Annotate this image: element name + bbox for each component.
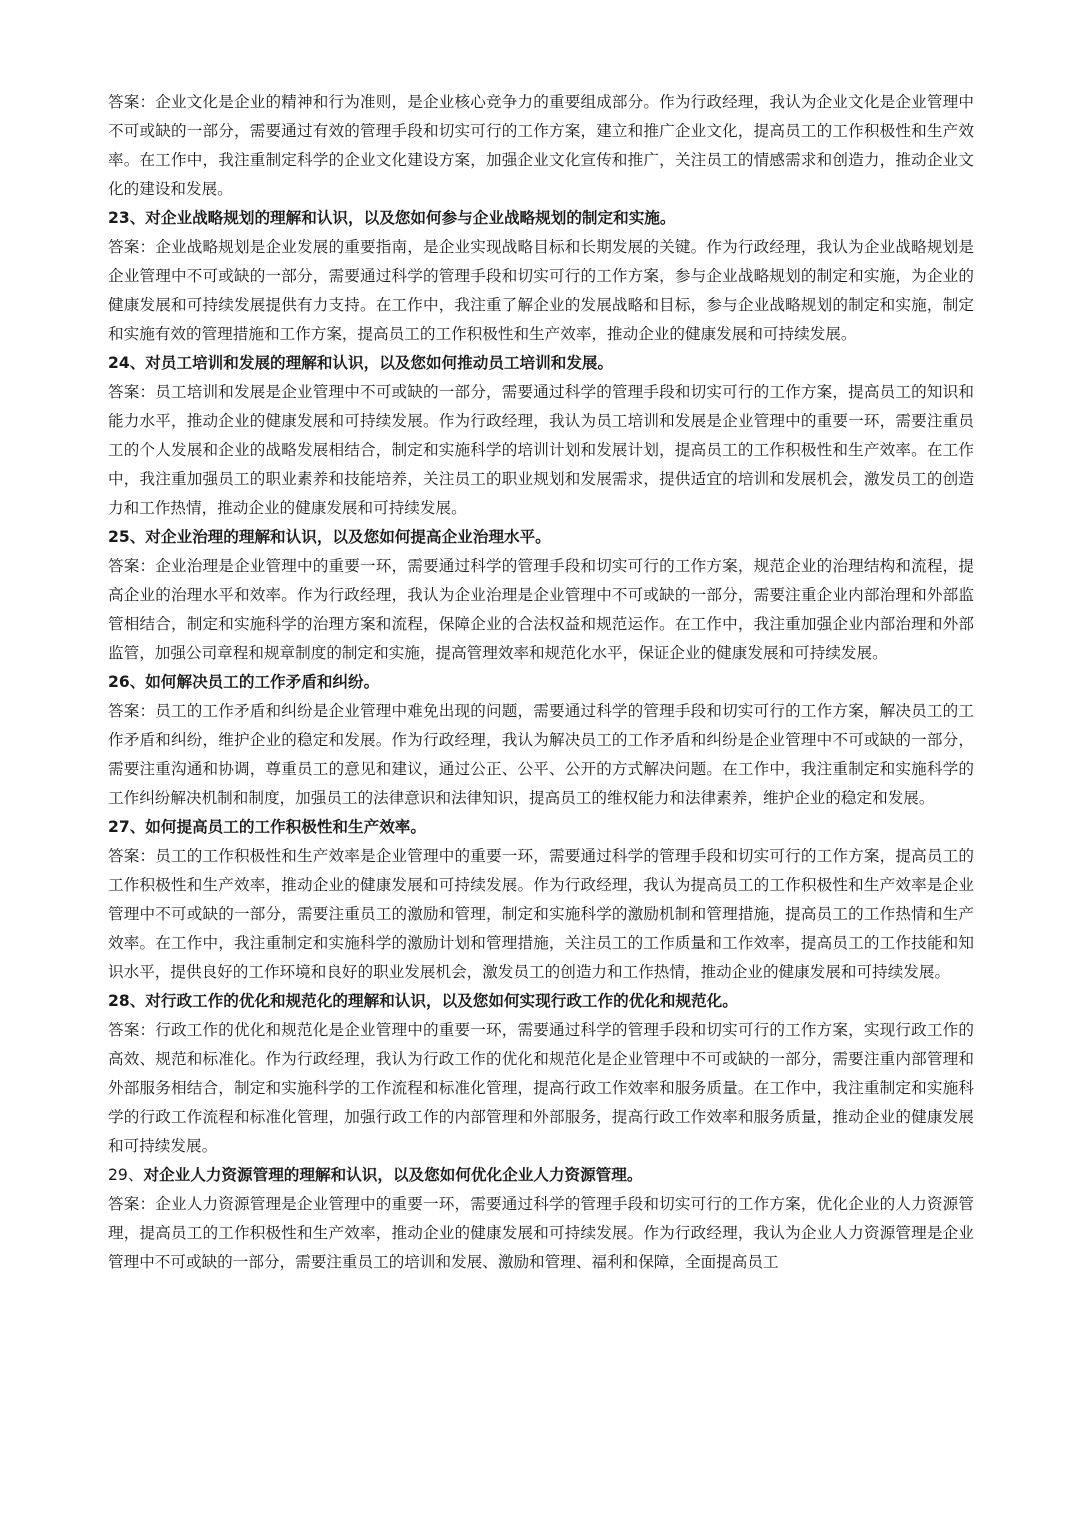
answer-text: 答案：企业治理是企业管理中的重要一环，需要通过科学的管理手段和切实可行的工作方案，规范企业的治理结构和流程，提高企业的治理水平和效率。作为行政经理，我认为企业治理是企业管理中不可或缺的一部分，需要注重企业内部治理和外部监管相结合，制定和实施科学的治理方案和流程，保障企业的合法权益和规范运作。在工作中，我注重加强企业内部治理和外部监管，加强公司章程和规章制度的制定和实施，提高管理效率和规范化水平，保证企业的健康发展和可持续发展。 bbox=[108, 557, 974, 662]
question-number: 28、 bbox=[108, 992, 146, 1010]
qa-item-27 bbox=[108, 813, 974, 987]
question-text: 对员工培训和发展的理解和认识，以及您如何推动员工培训和发展。 bbox=[145, 354, 614, 372]
question-heading bbox=[108, 813, 974, 842]
question-number: 29、 bbox=[108, 1166, 144, 1184]
question-heading bbox=[108, 204, 974, 233]
question-text: 如何提高员工的工作积极性和生产效率。 bbox=[145, 818, 426, 836]
question-heading bbox=[108, 523, 974, 552]
question-heading bbox=[108, 668, 974, 697]
qa-item-25 bbox=[108, 523, 974, 668]
qa-item-29 bbox=[108, 1161, 974, 1277]
answer-text: 答案：企业人力资源管理是企业管理中的重要一环，需要通过科学的管理手段和切实可行的工作方案，优化企业的人力资源管理，提高员工的工作积极性和生产效率，推动企业的健康发展和可持续发展。作为行政经理，我认为企业人力资源管理是企业管理中不可或缺的一部分，需要注重员工的培训和发展、激励和管理、福利和保障，全面提高员工 bbox=[108, 1195, 974, 1271]
question-heading bbox=[108, 987, 974, 1016]
qa-item-23 bbox=[108, 204, 974, 349]
answer-text: 答案：员工的工作矛盾和纠纷是企业管理中难免出现的问题，需要通过科学的管理手段和切实可行的工作方案，解决员工的工作矛盾和纠纷，维护企业的稳定和发展。作为行政经理，我认为解决员工的工作矛盾和纠纷是企业管理中不可或缺的一部分，需要注重沟通和协调，尊重员工的意见和建议，通过公正、公平、公开的方式解决问题。在工作中，我注重制定和实施科学的工作纠纷解决机制和制度，加强员工的法律意识和法律知识，提高员工的维权能力和法律素养，维护企业的稳定和发展。 bbox=[108, 702, 974, 807]
lead-answer: 答案：企业文化是企业的精神和行为准则，是企业核心竞争力的重要组成部分。作为行政经理，我认为企业文化是企业管理中不可或缺的一部分，需要通过有效的管理手段和切实可行的工作方案，建立和推广企业文化，提高员工的工作积极性和生产效率。在工作中，我注重制定科学的企业文化建设方案，加强企业文化宣传和推广，关注员工的情感需求和创造力，推动企业文化的建设和发展。 bbox=[108, 93, 974, 198]
question-text: 对行政工作的优化和规范化的理解和认识，以及您如何实现行政工作的优化和规范化。 bbox=[145, 992, 738, 1010]
question-number: 24、 bbox=[108, 354, 146, 372]
qa-item-24 bbox=[108, 349, 974, 523]
document-page bbox=[108, 88, 974, 1277]
question-text: 对企业治理的理解和认识，以及您如何提高企业治理水平。 bbox=[145, 528, 551, 546]
answer-text: 答案：员工的工作积极性和生产效率是企业管理中的重要一环，需要通过科学的管理手段和切实可行的工作方案，提高员工的工作积极性和生产效率，推动企业的健康发展和可持续发展。作为行政经理，我认为提高员工的工作积极性和生产效率是企业管理中不可或缺的一部分，需要注重员工的激励和管理，制定和实施科学的激励机制和管理措施，提高员工的工作热情和生产效率。在工作中，我注重制定和实施科学的激励计划和管理措施，关注员工的工作质量和工作效率，提高员工的工作技能和知识水平，提供良好的工作环境和良好的职业发展机会，激发员工的创造力和工作热情，推动企业的健康发展和可持续发展。 bbox=[108, 847, 974, 981]
question-number: 23、 bbox=[108, 209, 146, 227]
qa-item-28 bbox=[108, 987, 974, 1161]
question-heading bbox=[108, 349, 974, 378]
question-number: 27、 bbox=[108, 818, 146, 836]
question-text: 对企业战略规划的理解和认识，以及您如何参与企业战略规划的制定和实施。 bbox=[145, 209, 676, 227]
answer-text: 答案：员工培训和发展是企业管理中不可或缺的一部分，需要通过科学的管理手段和切实可行的工作方案，提高员工的知识和能力水平，推动企业的健康发展和可持续发展。作为行政经理，我认为员工培训和发展是企业管理中的重要一环，需要注重员工的个人发展和企业的战略发展相结合，制定和实施科学的培训计划和发展计划，提高员工的工作积极性和生产效率。在工作中，我注重加强员工的职业素养和技能培养，关注员工的职业规划和发展需求，提供适宜的培训和发展机会，激发员工的创造力和工作热情，推动企业的健康发展和可持续发展。 bbox=[108, 383, 974, 517]
question-number: 26、 bbox=[108, 673, 146, 691]
qa-item-26 bbox=[108, 668, 974, 813]
answer-text: 答案：企业战略规划是企业发展的重要指南，是企业实现战略目标和长期发展的关键。作为行政经理，我认为企业战略规划是企业管理中不可或缺的一部分，需要通过科学的管理手段和切实可行的工作方案，参与企业战略规划的制定和实施，为企业的健康发展和可持续发展提供有力支持。在工作中，我注重了解企业的发展战略和目标，参与企业战略规划的制定和实施，制定和实施有效的管理措施和工作方案，提高员工的工作积极性和生产效率，推动企业的健康发展和可持续发展。 bbox=[108, 238, 974, 343]
question-text: 如何解决员工的工作矛盾和纠纷。 bbox=[145, 673, 380, 691]
question-text: 对企业人力资源管理的理解和认识，以及您如何优化企业人力资源管理。 bbox=[143, 1166, 643, 1184]
answer-text: 答案：行政工作的优化和规范化是企业管理中的重要一环，需要通过科学的管理手段和切实可行的工作方案，实现行政工作的高效、规范和标准化。作为行政经理，我认为行政工作的优化和规范化是企业管理中不可或缺的一部分，需要注重内部管理和外部服务相结合，制定和实施科学的工作流程和标准化管理，提高行政工作效率和服务质量。在工作中，我注重制定和实施科学的行政工作流程和标准化管理，加强行政工作的内部管理和外部服务，提高行政工作效率和服务质量，推动企业的健康发展和可持续发展。 bbox=[108, 1021, 974, 1155]
question-heading bbox=[108, 1161, 974, 1190]
question-number: 25、 bbox=[108, 528, 146, 546]
